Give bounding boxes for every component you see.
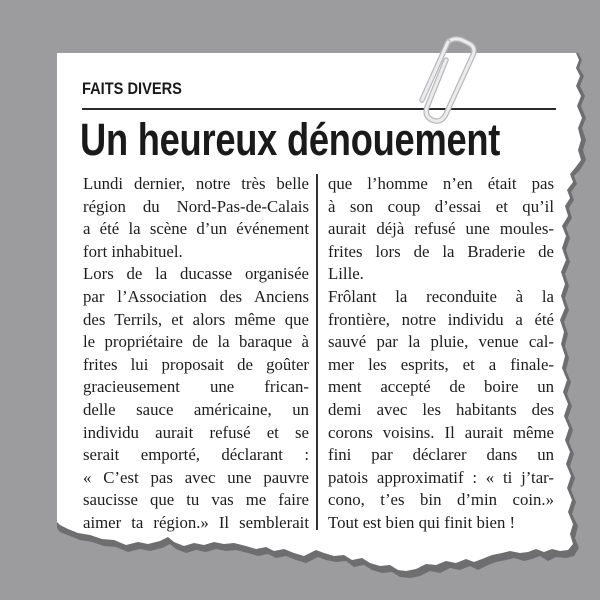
text-line: Frôlant la reconduite à la xyxy=(328,286,554,306)
text-line: par l’Association des Anciens xyxy=(83,286,309,306)
text-line: patois approximatif : « ti j’tar- xyxy=(328,467,554,487)
text-line: mer les esprits, et a finale- xyxy=(328,354,554,374)
text-line: corons voisins. Il aurait même xyxy=(328,422,554,442)
paperclip-icon xyxy=(410,34,480,128)
headline: Un heureux dénouement xyxy=(80,114,501,165)
text-line: delle sauce américaine, un xyxy=(83,399,309,419)
text-line: Lundi dernier, notre très belle xyxy=(83,174,309,193)
text-line: Tout est bien qui finit bien ! xyxy=(328,512,516,532)
text-line: frites lui proposait de goûter xyxy=(83,354,309,374)
section-rule xyxy=(82,108,556,110)
text-line: gracieusement une frican- xyxy=(83,377,309,397)
section-label: FAITS DIVERS xyxy=(82,79,182,98)
text-line: Lille. xyxy=(328,264,364,284)
text-line: fort inhabituel. xyxy=(83,241,183,261)
text-line: à son coup d’essai et qu’il xyxy=(328,196,554,216)
text-line: Lors de la ducasse organisée xyxy=(83,264,309,284)
article-column-left xyxy=(83,173,309,535)
text-line: ment accepté de boire un xyxy=(328,377,554,397)
text-line: saucisse que tu vas me faire xyxy=(83,490,309,510)
text-line: demi avec les habitants des xyxy=(328,399,554,419)
text-line: que l’homme n’en était pas xyxy=(328,174,554,193)
text-line: frites lors de la Braderie de xyxy=(328,241,554,261)
text-line: sauvé par la pluie, venue cal- xyxy=(328,332,554,352)
text-line: fini par déclarer dans un xyxy=(328,445,554,465)
text-line: région du Nord-Pas-de-Calais xyxy=(83,196,309,216)
text-line: frontière, notre individu a été xyxy=(328,309,554,329)
text-line: aimer ta région.» Il semblerait xyxy=(83,512,309,532)
text-line: « C’est pas avec une pauvre xyxy=(83,467,309,487)
text-line: individu aurait refusé et se xyxy=(83,422,309,442)
text-line: aurait déjà refusé une moules- xyxy=(328,219,554,239)
text-line: des Terrils, et alors même que xyxy=(83,309,309,329)
article-column-right xyxy=(328,173,554,535)
text-line: a été la scène d’un événement xyxy=(83,219,309,239)
text-line: cono, t’es bin d’min coin.» xyxy=(328,490,554,510)
text-line: le propriétaire de la baraque à xyxy=(83,332,309,352)
column-divider xyxy=(316,174,318,530)
text-line: serait emporté, déclarant : xyxy=(83,445,309,465)
